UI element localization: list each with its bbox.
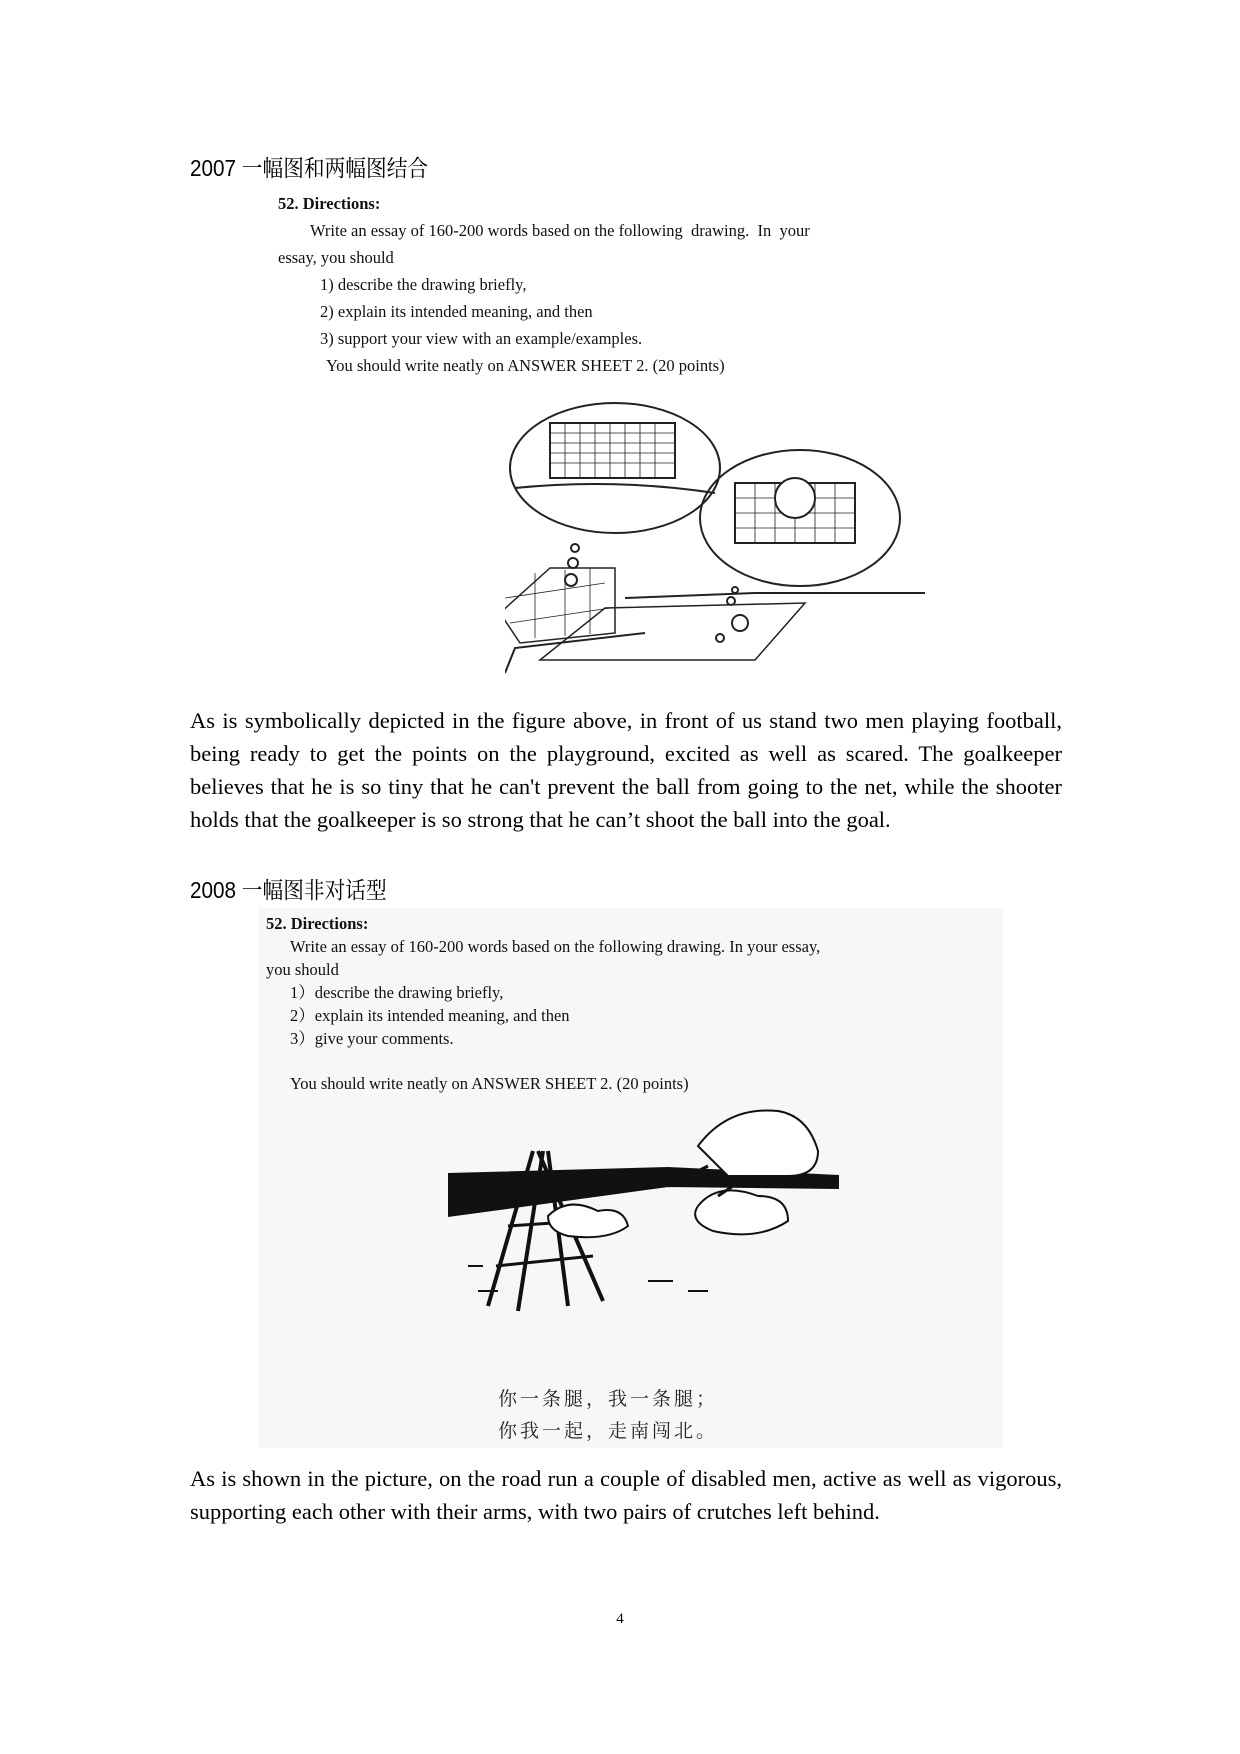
dust-cloud xyxy=(548,1205,628,1238)
ball xyxy=(716,634,724,642)
directions-title: 52. Directions: xyxy=(278,194,381,213)
directions-item: 1）describe the drawing briefly, xyxy=(290,983,504,1002)
directions-item: 2) explain its intended meaning, and then xyxy=(320,302,593,321)
directions-2007 xyxy=(278,190,998,379)
directions-2008-scan xyxy=(258,908,1003,1448)
directions-item: 3）give your comments. xyxy=(290,1029,454,1048)
directions-note: You should write neatly on ANSWER SHEET 2. (20 points) xyxy=(290,1074,689,1093)
directions-note: You should write neatly on ANSWER SHEET 2. (20 points) xyxy=(326,356,725,375)
football-cartoon xyxy=(505,398,925,683)
essay-paragraph-2008: As is shown in the picture, on the road run a couple of disabled men, active as well as vigorous, supporting each other with their arms, with two pairs of crutches left behind. xyxy=(190,1466,1062,1524)
directions-intro: Write an essay of 160-200 words based on the following drawing. In your essay, xyxy=(290,937,821,956)
directions-intro-cont: you should xyxy=(266,960,339,979)
cartoon-caption-line1: 你一条腿，我一条腿； xyxy=(498,1388,719,1410)
big-goalkeeper xyxy=(775,478,815,518)
cartoon-caption-line2: 你我一起，走南闯北。 xyxy=(498,1420,719,1442)
section-heading-2008: 2008 一幅图非对话型 xyxy=(190,877,387,903)
big-goal-net xyxy=(550,423,675,478)
page-number: 4 xyxy=(616,1611,624,1627)
dust-cloud xyxy=(695,1190,788,1234)
small-goal xyxy=(505,568,615,643)
directions-item: 1) describe the drawing briefly, xyxy=(320,275,527,294)
directions-item: 3) support your view with an example/examples. xyxy=(320,329,643,348)
shooter xyxy=(732,615,748,631)
directions-title: 52. Directions: xyxy=(266,914,369,933)
directions-intro: Write an essay of 160-200 words based on the following drawing. In your xyxy=(310,221,810,240)
directions-item: 2）explain its intended meaning, and then xyxy=(290,1006,570,1025)
directions-intro-cont: essay, you should xyxy=(278,248,394,267)
crutches-cartoon xyxy=(448,1106,868,1346)
running-men xyxy=(698,1110,818,1176)
section-heading-2007: 2007 一幅图和两幅图结合 xyxy=(190,155,429,181)
penalty-area xyxy=(540,603,805,660)
essay-paragraph-2007: As is symbolically depicted in the figure above, in front of us stand two men playing football, being ready to get the points on the playground, excited as well as scared. The goalkeeper believes that he is so tiny that he can't prevent the ball from going to the net, while the shooter holds that the goalkeeper is so strong that he can’t shoot the ball into the goal. xyxy=(190,708,1062,832)
